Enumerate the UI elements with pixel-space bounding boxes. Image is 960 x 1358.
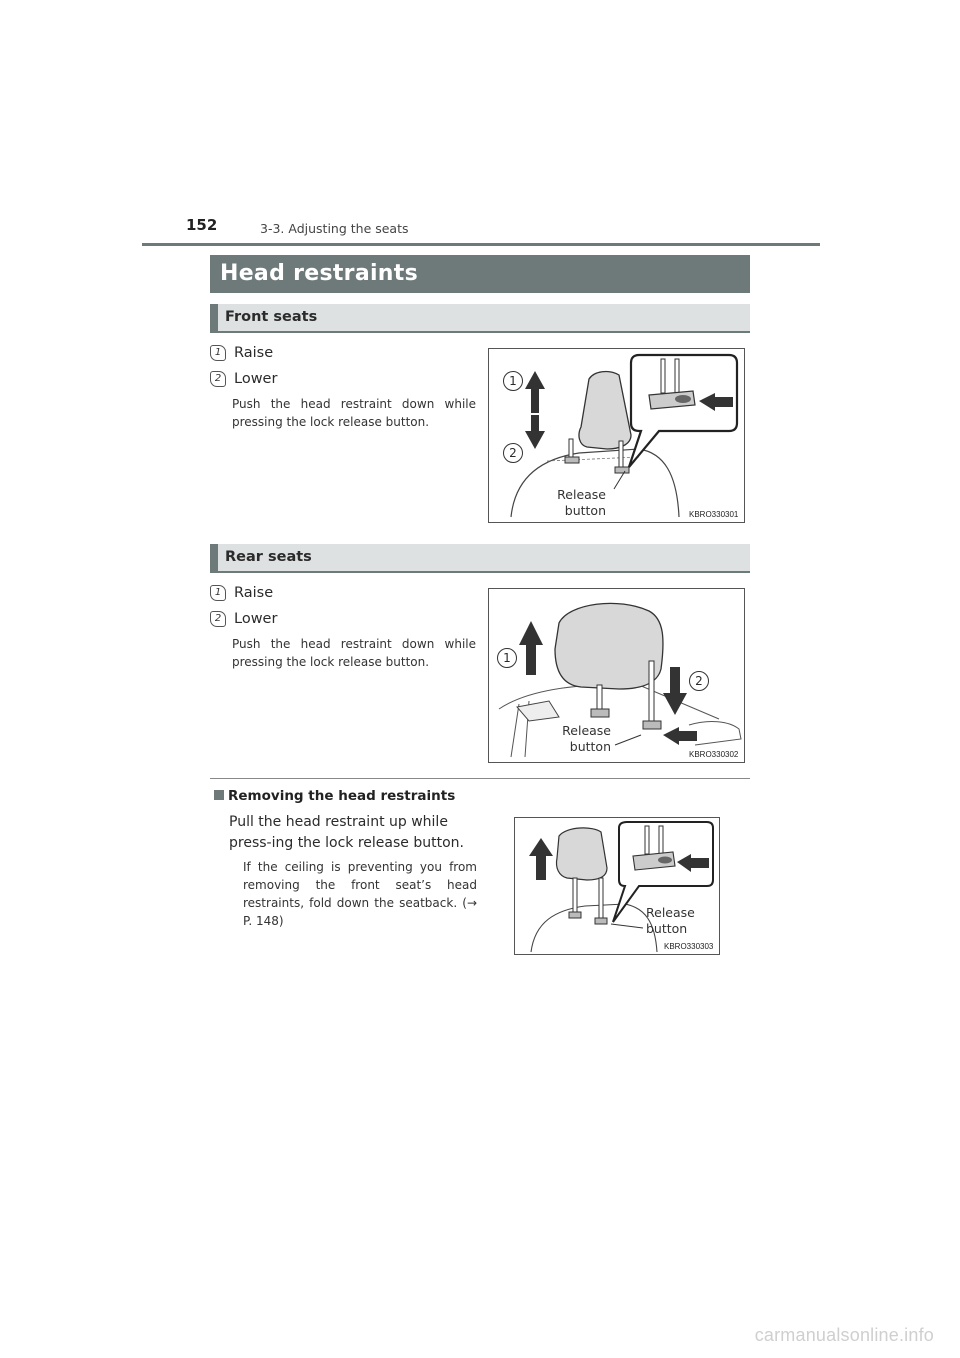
rear-callout-2: 2 [689, 671, 709, 691]
step-number-icon: 1 [210, 585, 226, 601]
subsection-heading-removing: Removing the head restraints [214, 788, 455, 804]
front-step-lower [210, 371, 277, 387]
front-headrest-drawing [489, 349, 744, 522]
rear-note: Push the head restraint down while pressing the lock release button. [232, 637, 476, 669]
removing-release-label: Release button [646, 905, 695, 936]
rear-figure-code: KBRO330302 [689, 750, 739, 759]
step-number-icon: 2 [210, 611, 226, 627]
removing-note: If the ceiling is preventing you from removing the front seat’s head restraints, fold down the seatback. (→ P. 148) [243, 860, 477, 928]
rear-release-label: Release button [562, 723, 611, 754]
section-heading-rear-seats: Rear seats [210, 544, 750, 571]
step-label: Lower [234, 611, 278, 627]
front-callout-2: 2 [503, 443, 523, 463]
step-number-icon: 2 [210, 371, 226, 387]
step-label: Raise [234, 345, 274, 361]
square-bullet-icon [214, 790, 224, 800]
front-seat-illustration [488, 348, 745, 523]
front-step-raise [210, 345, 273, 361]
removing-body: Pull the head restraint up while press-ing the lock release button. [229, 814, 464, 851]
rear-step-raise [210, 585, 273, 601]
front-release-label: Release button [557, 487, 606, 518]
removing-figure-code: KBRO330303 [664, 942, 714, 951]
header-rule [142, 243, 820, 246]
page-number: 152 [186, 216, 218, 234]
rear-callout-1: 1 [497, 648, 517, 668]
front-callout-1: 1 [503, 371, 523, 391]
step-label: Raise [234, 585, 274, 601]
step-label: Lower [234, 371, 278, 387]
front-figure-code: KBRO330301 [689, 510, 739, 519]
section-divider [210, 778, 750, 779]
rear-step-lower [210, 611, 277, 627]
running-head: 3-3. Adjusting the seats [260, 221, 409, 236]
page-title: Head restraints [210, 255, 750, 293]
step-number-icon: 1 [210, 345, 226, 361]
section-heading-front-seats: Front seats [210, 304, 750, 331]
watermark: carmanualsonline.info [754, 1325, 934, 1345]
front-note: Push the head restraint down while pressing the lock release button. [232, 397, 476, 429]
